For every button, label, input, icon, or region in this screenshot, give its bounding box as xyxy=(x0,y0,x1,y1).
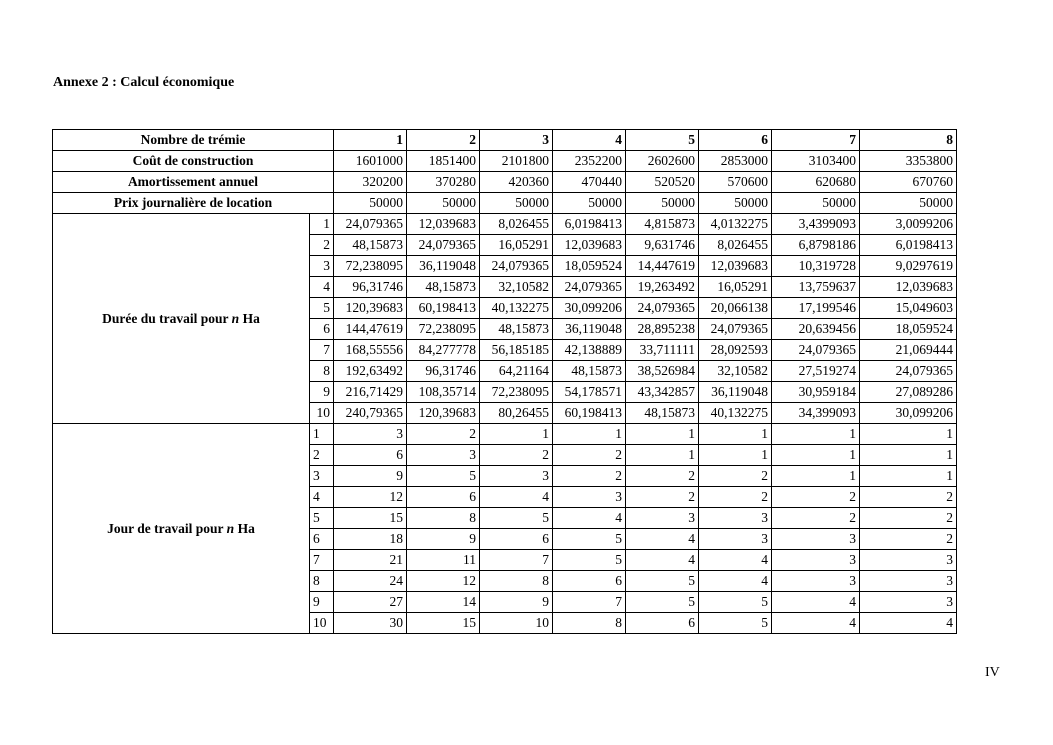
economic-calculation-table xyxy=(52,129,957,634)
hectare-index: 7 xyxy=(310,340,334,361)
table-cell: 14,447619 xyxy=(626,256,699,277)
table-cell: 1 xyxy=(772,445,860,466)
table-cell: 8,026455 xyxy=(480,214,553,235)
workdays-label xyxy=(53,424,310,634)
table-cell: 24,079365 xyxy=(553,277,626,298)
table-cell: 30,099206 xyxy=(553,298,626,319)
table-cell: 21,069444 xyxy=(860,340,957,361)
table-cell: 2 xyxy=(860,487,957,508)
table-cell: 56,185185 xyxy=(480,340,553,361)
table-cell: 3 xyxy=(553,487,626,508)
table-cell: 2 xyxy=(626,487,699,508)
table-cell: 6 xyxy=(480,529,553,550)
table-cell: 4 xyxy=(480,487,553,508)
table-cell: 48,15873 xyxy=(553,361,626,382)
table-cell: 4 xyxy=(699,550,772,571)
hectare-index: 6 xyxy=(310,319,334,340)
hectare-index: 9 xyxy=(310,382,334,403)
table-cell: 30,959184 xyxy=(772,382,860,403)
table-cell: 12,039683 xyxy=(860,277,957,298)
table-cell: 15,049603 xyxy=(860,298,957,319)
table-cell: 5 xyxy=(480,508,553,529)
hopper-count-header: 4 xyxy=(553,130,626,151)
table-cell: 24,079365 xyxy=(334,214,407,235)
table-cell: 21 xyxy=(334,550,407,571)
hectare-index: 2 xyxy=(310,445,334,466)
table-cell: 5 xyxy=(626,571,699,592)
table-cell: 2 xyxy=(772,508,860,529)
table-cell: 54,178571 xyxy=(553,382,626,403)
table-cell: 1 xyxy=(480,424,553,445)
table-cell: 32,10582 xyxy=(699,361,772,382)
table-cell: 36,119048 xyxy=(699,382,772,403)
table-cell: 43,342857 xyxy=(626,382,699,403)
hectare-index: 10 xyxy=(310,403,334,424)
table-cell: 12,039683 xyxy=(553,235,626,256)
table-body xyxy=(53,130,957,634)
table-cell: 4 xyxy=(626,550,699,571)
table-cell: 24,079365 xyxy=(772,340,860,361)
table-cell: 48,15873 xyxy=(480,319,553,340)
table-cell: 6 xyxy=(553,571,626,592)
table-cell: 108,35714 xyxy=(407,382,480,403)
table-cell: 28,092593 xyxy=(699,340,772,361)
table-cell: 3 xyxy=(334,424,407,445)
label-text: Durée du travail pour xyxy=(102,310,232,326)
hectare-index: 5 xyxy=(310,508,334,529)
table-cell: 2 xyxy=(480,445,553,466)
row-label: Amortissement annuel xyxy=(53,172,334,193)
table-cell: 96,31746 xyxy=(334,277,407,298)
table-cell: 3 xyxy=(772,529,860,550)
table-cell: 24,079365 xyxy=(626,298,699,319)
table-cell: 50000 xyxy=(860,193,957,214)
table-cell: 34,399093 xyxy=(772,403,860,424)
table-cell: 5 xyxy=(699,592,772,613)
table-cell: 64,21164 xyxy=(480,361,553,382)
table-cell: 24,079365 xyxy=(480,256,553,277)
table-cell: 8,026455 xyxy=(699,235,772,256)
table-cell: 3,4399093 xyxy=(772,214,860,235)
table-cell: 5 xyxy=(553,529,626,550)
hectare-index: 1 xyxy=(310,424,334,445)
table-cell: 240,79365 xyxy=(334,403,407,424)
table-cell: 40,132275 xyxy=(480,298,553,319)
header-row xyxy=(53,130,957,151)
table-cell: 2 xyxy=(407,424,480,445)
table-cell: 2352200 xyxy=(553,151,626,172)
table-cell: 3 xyxy=(699,529,772,550)
table-cell: 6 xyxy=(626,613,699,634)
hopper-count-header: 8 xyxy=(860,130,957,151)
table-cell: 50000 xyxy=(772,193,860,214)
table-cell: 120,39683 xyxy=(407,403,480,424)
table-cell: 20,639456 xyxy=(772,319,860,340)
table-cell: 24,079365 xyxy=(699,319,772,340)
summary-row xyxy=(53,151,957,172)
table-cell: 6,0198413 xyxy=(553,214,626,235)
table-cell: 670760 xyxy=(860,172,957,193)
summary-row xyxy=(53,172,957,193)
hectare-index: 8 xyxy=(310,361,334,382)
table-cell: 50000 xyxy=(553,193,626,214)
table-cell: 5 xyxy=(699,613,772,634)
table-cell: 40,132275 xyxy=(699,403,772,424)
table-cell: 6,8798186 xyxy=(772,235,860,256)
table-cell: 4 xyxy=(553,508,626,529)
table-cell: 370280 xyxy=(407,172,480,193)
row-label: Prix journalière de location xyxy=(53,193,334,214)
hectare-index: 3 xyxy=(310,256,334,277)
hectare-index: 4 xyxy=(310,487,334,508)
table-cell: 1 xyxy=(860,445,957,466)
table-cell: 50000 xyxy=(626,193,699,214)
table-cell: 320200 xyxy=(334,172,407,193)
table-cell: 216,71429 xyxy=(334,382,407,403)
label-variable: n xyxy=(231,310,240,326)
table-cell: 13,759637 xyxy=(772,277,860,298)
table-cell: 4 xyxy=(860,613,957,634)
page-number: IV xyxy=(985,665,1000,680)
table-cell: 4,815873 xyxy=(626,214,699,235)
table-cell: 2 xyxy=(772,487,860,508)
table-cell: 48,15873 xyxy=(334,235,407,256)
table-cell: 4 xyxy=(626,529,699,550)
table-cell: 80,26455 xyxy=(480,403,553,424)
table-cell: 17,199546 xyxy=(772,298,860,319)
table-cell: 20,066138 xyxy=(699,298,772,319)
table-cell: 3,0099206 xyxy=(860,214,957,235)
table-cell: 60,198413 xyxy=(553,403,626,424)
table-cell: 5 xyxy=(553,550,626,571)
table-cell: 4,0132275 xyxy=(699,214,772,235)
table-cell: 144,47619 xyxy=(334,319,407,340)
table-cell: 2 xyxy=(699,487,772,508)
label-variable: n xyxy=(226,520,235,536)
hopper-count-header: 1 xyxy=(334,130,407,151)
table-cell: 192,63492 xyxy=(334,361,407,382)
table-cell: 4 xyxy=(699,571,772,592)
table-cell: 18 xyxy=(334,529,407,550)
table-cell: 27,089286 xyxy=(860,382,957,403)
table-cell: 3 xyxy=(860,571,957,592)
table-cell: 2 xyxy=(553,466,626,487)
table-cell: 9,0297619 xyxy=(860,256,957,277)
table-cell: 9 xyxy=(334,466,407,487)
table-cell: 3353800 xyxy=(860,151,957,172)
table-cell: 50000 xyxy=(334,193,407,214)
table-cell: 48,15873 xyxy=(626,403,699,424)
table-cell: 60,198413 xyxy=(407,298,480,319)
table-cell: 96,31746 xyxy=(407,361,480,382)
table-cell: 11 xyxy=(407,550,480,571)
hectare-index: 2 xyxy=(310,235,334,256)
table-cell: 1 xyxy=(772,424,860,445)
table-cell: 72,238095 xyxy=(334,256,407,277)
hectare-index: 4 xyxy=(310,277,334,298)
table-cell: 9 xyxy=(407,529,480,550)
table-cell: 1851400 xyxy=(407,151,480,172)
table-cell: 2853000 xyxy=(699,151,772,172)
hectare-index: 7 xyxy=(310,550,334,571)
table-cell: 36,119048 xyxy=(553,319,626,340)
table-cell: 2 xyxy=(553,445,626,466)
table-cell: 2 xyxy=(860,508,957,529)
hectare-index: 9 xyxy=(310,592,334,613)
table-cell: 168,55556 xyxy=(334,340,407,361)
table-cell: 10 xyxy=(480,613,553,634)
workdays-row xyxy=(53,424,957,445)
row-label: Coût de construction xyxy=(53,151,334,172)
table-cell: 9 xyxy=(480,592,553,613)
table-cell: 620680 xyxy=(772,172,860,193)
table-cell: 6,0198413 xyxy=(860,235,957,256)
table-cell: 2 xyxy=(860,529,957,550)
table-cell: 1601000 xyxy=(334,151,407,172)
table-cell: 6 xyxy=(334,445,407,466)
table-cell: 30 xyxy=(334,613,407,634)
label-text: Jour de travail pour xyxy=(107,520,227,536)
hectare-index: 1 xyxy=(310,214,334,235)
table-cell: 520520 xyxy=(626,172,699,193)
table-cell: 12 xyxy=(334,487,407,508)
table-cell: 1 xyxy=(699,445,772,466)
hopper-count-header: 5 xyxy=(626,130,699,151)
page-title: Annexe 2 : Calcul économique xyxy=(53,75,235,90)
table-cell: 9,631746 xyxy=(626,235,699,256)
table-cell: 3 xyxy=(699,508,772,529)
table-cell: 3 xyxy=(772,550,860,571)
hopper-count-header: 3 xyxy=(480,130,553,151)
table-cell: 6 xyxy=(407,487,480,508)
hectare-index: 3 xyxy=(310,466,334,487)
table-cell: 28,895238 xyxy=(626,319,699,340)
table-cell: 1 xyxy=(860,424,957,445)
summary-row xyxy=(53,193,957,214)
table-cell: 27 xyxy=(334,592,407,613)
table-cell: 420360 xyxy=(480,172,553,193)
table-cell: 50000 xyxy=(407,193,480,214)
table-cell: 33,711111 xyxy=(626,340,699,361)
hopper-count-header: 2 xyxy=(407,130,480,151)
table-cell: 4 xyxy=(772,592,860,613)
table-cell: 570600 xyxy=(699,172,772,193)
table-cell: 1 xyxy=(626,445,699,466)
duration-row xyxy=(53,214,957,235)
table-cell: 50000 xyxy=(699,193,772,214)
table-cell: 15 xyxy=(407,613,480,634)
table-cell: 3 xyxy=(626,508,699,529)
table-cell: 3 xyxy=(860,550,957,571)
table-cell: 8 xyxy=(480,571,553,592)
table-cell: 50000 xyxy=(480,193,553,214)
table-cell: 3103400 xyxy=(772,151,860,172)
table-cell: 14 xyxy=(407,592,480,613)
table-cell: 3 xyxy=(407,445,480,466)
table-cell: 2101800 xyxy=(480,151,553,172)
table-cell: 30,099206 xyxy=(860,403,957,424)
table-cell: 1 xyxy=(553,424,626,445)
table-cell: 5 xyxy=(626,592,699,613)
table-cell: 48,15873 xyxy=(407,277,480,298)
label-unit: Ha xyxy=(239,310,260,326)
table-cell: 32,10582 xyxy=(480,277,553,298)
table-cell: 24 xyxy=(334,571,407,592)
table-cell: 3 xyxy=(480,466,553,487)
table-cell: 15 xyxy=(334,508,407,529)
table-cell: 18,059524 xyxy=(553,256,626,277)
hectare-index: 6 xyxy=(310,529,334,550)
table-cell: 1 xyxy=(772,466,860,487)
table-cell: 8 xyxy=(553,613,626,634)
hectare-index: 8 xyxy=(310,571,334,592)
hopper-count-header: 7 xyxy=(772,130,860,151)
table-cell: 18,059524 xyxy=(860,319,957,340)
table-cell: 10,319728 xyxy=(772,256,860,277)
table-cell: 38,526984 xyxy=(626,361,699,382)
hectare-index: 5 xyxy=(310,298,334,319)
table-cell: 2602600 xyxy=(626,151,699,172)
table-cell: 1 xyxy=(626,424,699,445)
table-cell: 470440 xyxy=(553,172,626,193)
table-cell: 7 xyxy=(480,550,553,571)
table-cell: 19,263492 xyxy=(626,277,699,298)
table-cell: 3 xyxy=(860,592,957,613)
table-cell: 12 xyxy=(407,571,480,592)
duration-label xyxy=(53,214,310,424)
table-cell: 1 xyxy=(860,466,957,487)
table-cell: 2 xyxy=(626,466,699,487)
hectare-index: 10 xyxy=(310,613,334,634)
table-cell: 16,05291 xyxy=(699,277,772,298)
table-cell: 27,519274 xyxy=(772,361,860,382)
table-cell: 8 xyxy=(407,508,480,529)
table-cell: 42,138889 xyxy=(553,340,626,361)
table-cell: 120,39683 xyxy=(334,298,407,319)
table-cell: 1 xyxy=(699,424,772,445)
table-cell: 4 xyxy=(772,613,860,634)
row-label: Nombre de trémie xyxy=(53,130,334,151)
table-cell: 72,238095 xyxy=(407,319,480,340)
table-cell: 16,05291 xyxy=(480,235,553,256)
table-cell: 12,039683 xyxy=(407,214,480,235)
table-cell: 24,079365 xyxy=(860,361,957,382)
table-cell: 36,119048 xyxy=(407,256,480,277)
table-cell: 72,238095 xyxy=(480,382,553,403)
table-cell: 5 xyxy=(407,466,480,487)
table-cell: 12,039683 xyxy=(699,256,772,277)
table-cell: 24,079365 xyxy=(407,235,480,256)
table-cell: 3 xyxy=(772,571,860,592)
table-cell: 2 xyxy=(699,466,772,487)
label-unit: Ha xyxy=(234,520,255,536)
hopper-count-header: 6 xyxy=(699,130,772,151)
table-cell: 7 xyxy=(553,592,626,613)
table-cell: 84,277778 xyxy=(407,340,480,361)
